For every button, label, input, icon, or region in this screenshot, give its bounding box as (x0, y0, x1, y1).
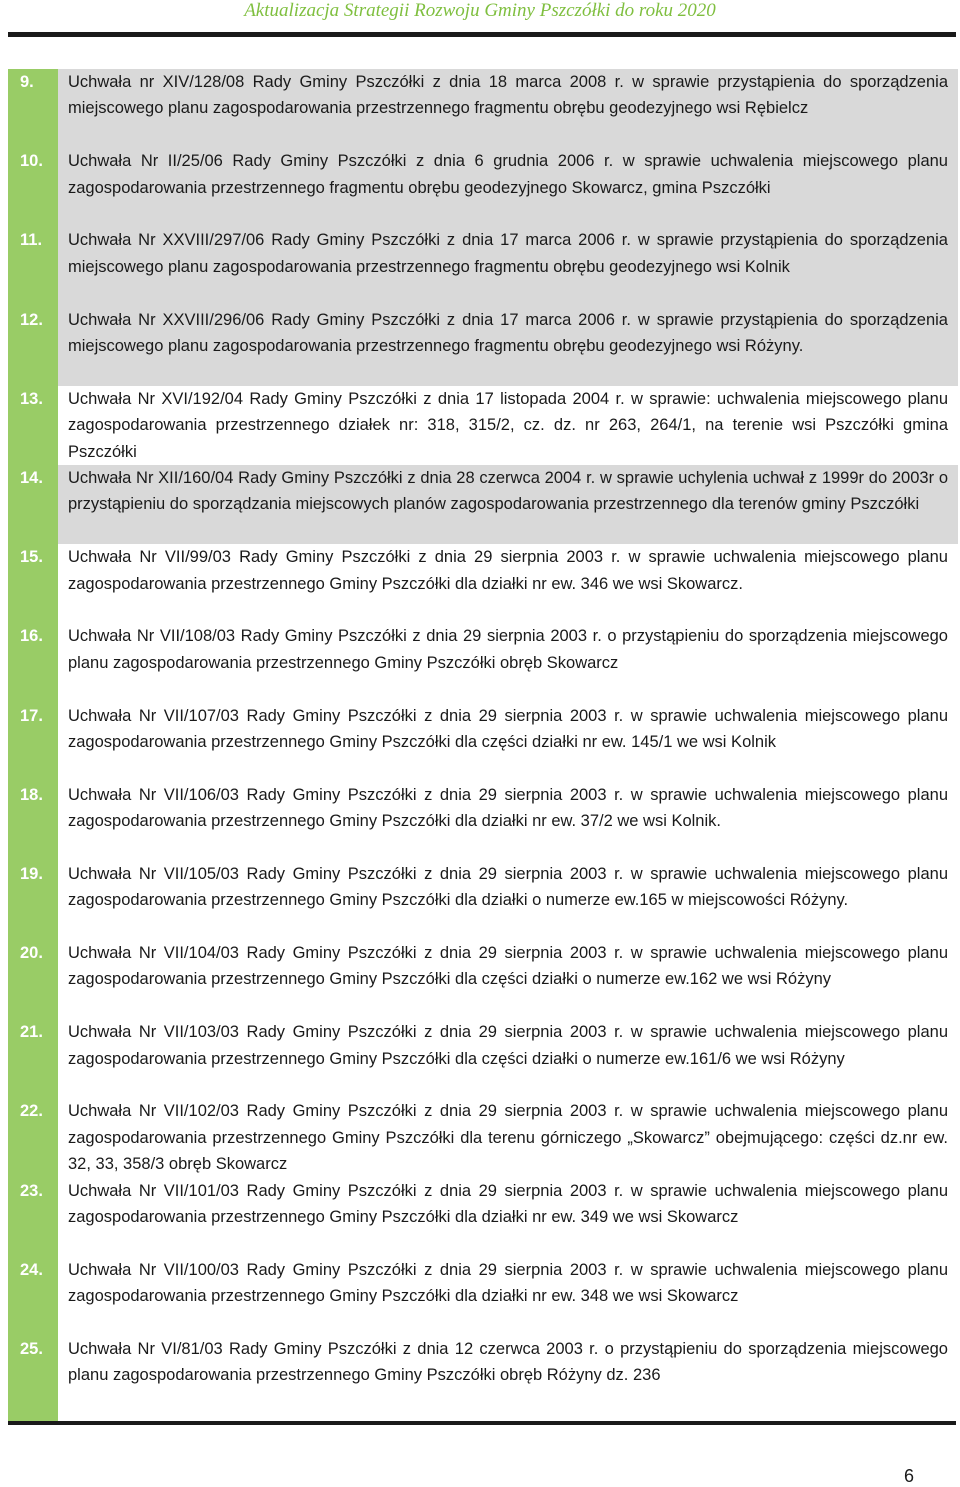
list-item (8, 1257, 958, 1336)
list-item (8, 148, 958, 227)
list-item (8, 544, 958, 623)
list-item (8, 782, 958, 861)
item-number: 11. (20, 231, 43, 250)
list-item (8, 69, 958, 148)
item-number: 21. (20, 1023, 43, 1042)
item-text: Uchwała Nr VII/105/03 Rady Gminy Pszczółki z dnia 29 sierpnia 2003 r. w sprawie uchwalenia miejscowego planu zagospodarowania przestrzennego Gminy Pszczółki dla działki o numerze ew.165 w miejscowości Różyny. (68, 864, 948, 910)
list-item (8, 227, 958, 306)
list-item (8, 1178, 958, 1257)
document-header-title: Aktualizacja Strategii Rozwoju Gminy Pszczółki do roku 2020 (244, 0, 716, 21)
item-text: Uchwała Nr VII/104/03 Rady Gminy Pszczółki z dnia 29 sierpnia 2003 r. w sprawie uchwalenia miejscowego planu zagospodarowania przestrzennego Gminy Pszczółki dla części działki o numerze ew.162 we wsi Różyny (68, 944, 948, 989)
item-number: 13. (20, 389, 43, 408)
item-text: Uchwała Nr VII/103/03 Rady Gminy Pszczółki z dnia 29 sierpnia 2003 r. w sprawie uchwalenia miejscowego planu zagospodarowania przestrzennego Gminy Pszczółki dla części działki o numerze ew.161/6 we wsi Różyny (68, 1023, 948, 1068)
item-text: Uchwała Nr II/25/06 Rady Gminy Pszczółki z dnia 6 grudnia 2006 r. w sprawie uchwalenia miejscowego planu zagospodarowania przestrzennego fragmentu obrębu geodezyjnego Skowarcz, gmina Pszczółki (58, 148, 958, 227)
item-number: 18. (20, 785, 43, 804)
item-text: Uchwała Nr VII/107/03 Rady Gminy Pszczółki z dnia 29 sierpnia 2003 r. w sprawie uchwalenia miejscowego planu zagospodarowania przestrzennego Gminy Pszczółki dla części działki nr ew. 145/1 we wsi Kolnik (68, 706, 948, 751)
page-number: 6 (903, 1466, 914, 1486)
item-number: 12. (20, 310, 43, 329)
item-number: 24. (20, 1260, 43, 1279)
list-item (8, 307, 958, 386)
item-text: Uchwała Nr XXVIII/296/06 Rady Gminy Pszczółki z dnia 17 marca 2006 r. w sprawie przystąpienia do sporządzenia miejscowego planu zagospodarowania przestrzennego fragmentu obrębu geodezyjnego wsi Różyny. (58, 307, 958, 386)
item-text: Uchwała Nr VII/99/03 Rady Gminy Pszczółki z dnia 29 sierpnia 2003 r. w sprawie uchwalenia miejscowego planu zagospodarowania przestrzennego Gminy Pszczółki dla działki nr ew. 346 we wsi Skowarcz. (68, 548, 948, 593)
item-text: Uchwała Nr VII/100/03 Rady Gminy Pszczółki z dnia 29 sierpnia 2003 r. w sprawie uchwalenia miejscowego planu zagospodarowania przestrzennego Gminy Pszczółki dla działki nr ew. 348 we wsi Skowarcz (68, 1260, 948, 1306)
item-number: 20. (20, 944, 43, 963)
header-divider (8, 32, 956, 37)
list-item (8, 386, 958, 465)
item-number: 22. (20, 1102, 43, 1121)
list-item (8, 861, 958, 940)
item-text: Uchwała Nr VI/81/03 Rady Gminy Pszczółki z dnia 12 czerwca 2003 r. o przystąpieniu do sporządzenia miejscowego planu zagospodarowania przestrzennego Gminy Pszczółki obręb Różyny dz. 236 (68, 1340, 948, 1385)
list-item (8, 1019, 958, 1098)
item-number: 19. (20, 864, 43, 883)
resolutions-list (8, 69, 958, 1421)
list-item (8, 1336, 958, 1415)
list-item (8, 465, 958, 544)
item-number: 23. (20, 1181, 43, 1200)
item-text: Uchwała Nr XVI/192/04 Rady Gminy Pszczółki z dnia 17 listopada 2004 r. w sprawie: uchwalenia miejscowego planu zagospodarowania przestrzennego działek nr: 318, 315/2, cz. dz. nr 263, 264/1, na terenie wsi Pszczółki gmina Pszczółki (68, 389, 948, 461)
item-number: 17. (20, 706, 43, 725)
item-number: 25. (20, 1340, 43, 1358)
item-text: Uchwała Nr VII/102/03 Rady Gminy Pszczółki z dnia 29 sierpnia 2003 r. w sprawie uchwalenia miejscowego planu zagospodarowania przestrzennego Gminy Pszczółki dla terenu górniczego „Skowarcz” obejmującego: części dz.nr ew. 32, 33, 358/3 obręb Skowarcz (68, 1102, 948, 1174)
item-text: Uchwała Nr VII/106/03 Rady Gminy Pszczółki z dnia 29 sierpnia 2003 r. w sprawie uchwalenia miejscowego planu zagospodarowania przestrzennego Gminy Pszczółki dla działki nr ew. 37/2 we wsi Kolnik. (68, 785, 948, 831)
item-text: Uchwała Nr XXVIII/297/06 Rady Gminy Pszczółki z dnia 17 marca 2006 r. w sprawie przystąpienia do sporządzenia miejscowego planu zagospodarowania przestrzennego fragmentu obrębu geodezyjnego wsi Kolnik (58, 227, 958, 306)
item-number: 10. (20, 152, 43, 171)
list-item (8, 703, 958, 782)
item-text: Uchwała Nr VII/108/03 Rady Gminy Pszczółki z dnia 29 sierpnia 2003 r. o przystąpieniu do sporządzenia miejscowego planu zagospodarowania przestrzennego Gminy Pszczółki obręb Skowarcz (68, 627, 948, 672)
list-item (8, 940, 958, 1019)
footer-divider (8, 1421, 956, 1425)
item-text: Uchwała Nr XII/160/04 Rady Gminy Pszczółki z dnia 28 czerwca 2004 r. w sprawie uchylenia uchwał z 1999r do 2003r o przystąpieniu do sporządzania miejscowych planów zagospodarowania przestrzennego dla terenów gminy Pszczółki (58, 465, 958, 544)
list-item (8, 1098, 958, 1177)
item-number: 14. (20, 468, 43, 487)
item-number: 9. (20, 73, 34, 91)
item-number: 16. (20, 627, 43, 646)
item-text: Uchwała nr XIV/128/08 Rady Gminy Pszczółki z dnia 18 marca 2008 r. w sprawie przystąpienia do sporządzenia miejscowego planu zagospodarowania przestrzennego fragmentu obrębu geodezyjnego wsi Rębielcz (58, 69, 958, 148)
item-text: Uchwała Nr VII/101/03 Rady Gminy Pszczółki z dnia 29 sierpnia 2003 r. w sprawie uchwalenia miejscowego planu zagospodarowania przestrzennego Gminy Pszczółki dla działki nr ew. 349 we wsi Skowarcz (68, 1181, 948, 1227)
item-number: 15. (20, 548, 43, 567)
list-item (8, 623, 958, 702)
